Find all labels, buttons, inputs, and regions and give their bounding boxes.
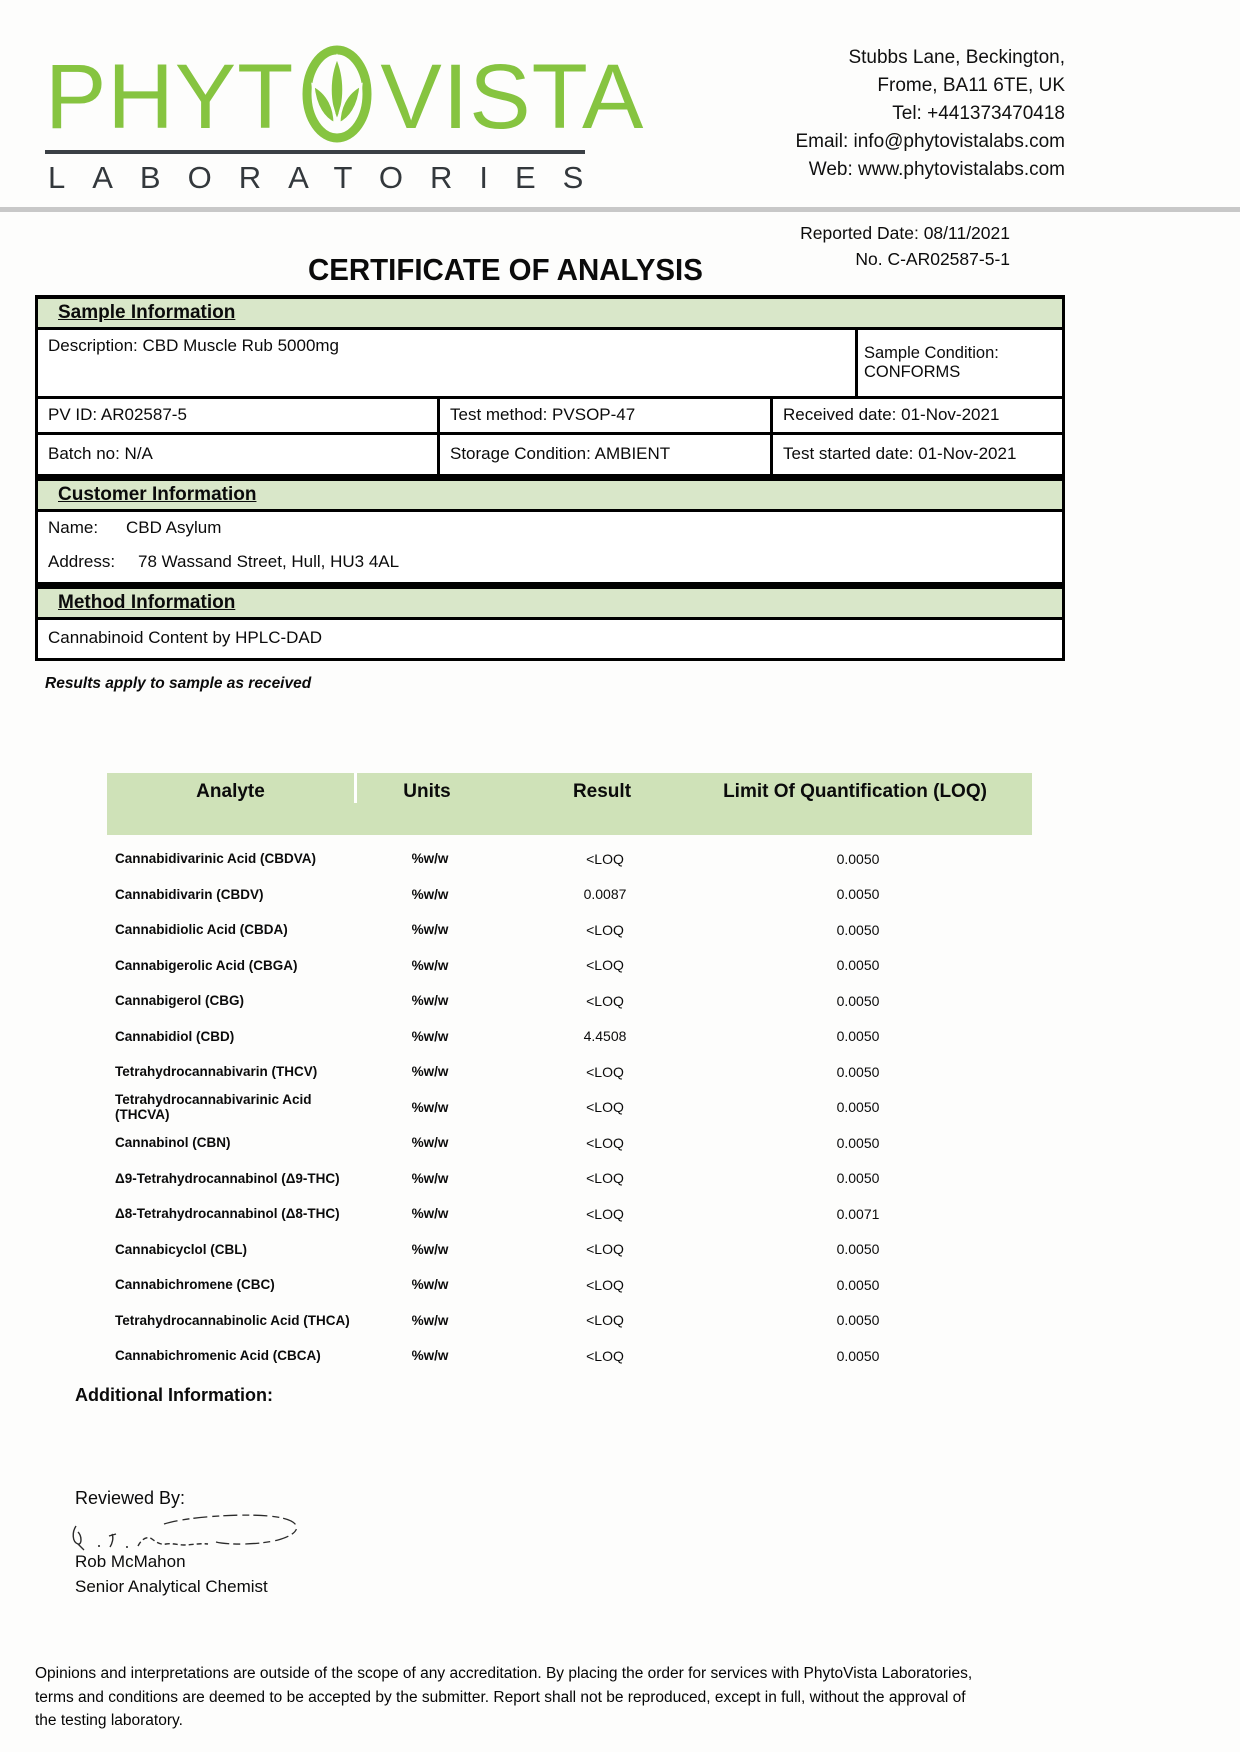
analyte-result: <LOQ: [586, 957, 624, 974]
analyte-units: %w/w: [411, 886, 449, 902]
address-line: Email: info@phytovistalabs.com: [795, 131, 1065, 152]
disclaimer-line: the testing laboratory.: [35, 1712, 183, 1729]
analyte-loq: 0.0071: [836, 1205, 880, 1222]
test-method: Test method: PVSOP-47: [440, 399, 773, 432]
table-row: [107, 1019, 1032, 1055]
reviewed-by-label: Reviewed By:: [75, 1488, 186, 1508]
leaf-icon: [300, 45, 374, 143]
analyte-units: %w/w: [411, 851, 449, 867]
analyte-loq: 0.0050: [836, 921, 880, 938]
analyte-result: <LOQ: [586, 1099, 624, 1116]
analyte-result: <LOQ: [586, 1347, 624, 1364]
phytovista-logo: [45, 38, 645, 148]
analyte-loq: 0.0050: [836, 1276, 880, 1293]
analyte-units: %w/w: [411, 1312, 449, 1328]
column-header-result: Result: [572, 781, 632, 802]
header-divider-rule: [0, 207, 1240, 212]
analyte-units: %w/w: [411, 1206, 449, 1222]
table-row: [107, 1090, 1032, 1126]
method-information-header: Method Information: [35, 585, 1065, 620]
analyte-result: 4.4508: [583, 1028, 627, 1045]
analyte-loq: 0.0050: [836, 1099, 880, 1116]
storage-condition: Storage Condition: AMBIENT: [440, 435, 773, 474]
analyte-name: Cannabidiolic Acid (CBDA): [115, 922, 288, 938]
analyte-loq: 0.0050: [836, 1312, 880, 1329]
disclaimer-line: terms and conditions are deemed to be accepted by the submitter. Report shall not be reproduced, except in full, without the approval of: [35, 1688, 966, 1706]
logo-divider: [45, 150, 585, 154]
sample-ids-row: [35, 399, 1065, 435]
analyte-result: <LOQ: [586, 1241, 624, 1258]
column-header-analyte: Analyte: [107, 773, 357, 803]
logo-subtitle: LABORATORIES: [48, 160, 611, 195]
sample-information-header: Sample Information: [35, 295, 1065, 330]
analyte-name: Cannabichromene (CBC): [115, 1277, 275, 1293]
analyte-loq: 0.0050: [836, 1170, 880, 1187]
analyte-loq: 0.0050: [836, 992, 880, 1009]
column-header-loq: Limit Of Quantification (LOQ): [723, 781, 987, 802]
analyte-units: %w/w: [411, 1135, 449, 1151]
analyte-loq: 0.0050: [836, 1241, 880, 1258]
logo-text-phyt: PHYT: [45, 46, 295, 148]
analyte-loq: 0.0050: [836, 1347, 880, 1364]
analyte-loq: 0.0050: [836, 1028, 880, 1045]
analyte-name: Tetrahydrocannabinolic Acid (THCA): [115, 1312, 350, 1328]
analyte-name: Δ8-Tetrahydrocannabinol (Δ8-THC): [115, 1206, 340, 1222]
analyte-units: %w/w: [411, 1277, 449, 1293]
address-line: Web: www.phytovistalabs.com: [808, 159, 1065, 180]
analyte-result: <LOQ: [586, 1312, 624, 1329]
table-row: [107, 841, 1032, 877]
table-row: [107, 1232, 1032, 1268]
analyte-loq: 0.0050: [836, 1063, 880, 1080]
analyte-units: %w/w: [411, 1028, 449, 1044]
analyte-result: 0.0087: [583, 886, 627, 903]
results-rows: [107, 841, 1032, 1374]
analyte-loq: 0.0050: [836, 850, 880, 867]
analyte-name: Cannabinol (CBN): [115, 1135, 231, 1151]
analyte-result: <LOQ: [586, 992, 624, 1009]
analyte-loq: 0.0050: [836, 1134, 880, 1151]
sample-batch-row: [35, 435, 1065, 477]
analyte-result: <LOQ: [586, 1276, 624, 1293]
customer-information-header: Customer Information: [35, 477, 1065, 512]
table-row: [107, 877, 1032, 913]
analyte-units: %w/w: [411, 922, 449, 938]
analyte-name: Cannabigerolic Acid (CBGA): [115, 957, 298, 973]
reported-date: Reported Date: 08/11/2021: [800, 223, 1010, 243]
logo-text-vista: VISTA: [380, 46, 645, 148]
analyte-loq: 0.0050: [836, 886, 880, 903]
analyte-name: Tetrahydrocannabivarin (THCV): [115, 1064, 318, 1080]
customer-name-value: CBD Asylum: [126, 518, 222, 537]
customer-address-line: [48, 552, 1052, 572]
analyte-units: %w/w: [411, 957, 449, 973]
analyte-name: Cannabidivarinic Acid (CBDVA): [115, 851, 317, 867]
address-line: Tel: +441373470418: [892, 103, 1065, 124]
page-title: CERTIFICATE OF ANALYSIS: [308, 252, 703, 287]
table-row: [107, 948, 1032, 984]
sample-description-row: [35, 330, 1065, 399]
analyte-name: Δ9-Tetrahydrocannabinol (Δ9-THC): [115, 1170, 340, 1186]
analyte-result: <LOQ: [586, 850, 624, 867]
additional-information-label: Additional Information:: [75, 1385, 273, 1405]
customer-address-label: Address:: [48, 552, 116, 571]
analyte-loq: 0.0050: [836, 957, 880, 974]
table-row: [107, 1196, 1032, 1232]
analyte-name: Cannabidivarin (CBDV): [115, 886, 264, 902]
test-started-date: Test started date: 01-Nov-2021: [783, 444, 1017, 463]
column-header-units: Units: [403, 781, 451, 802]
analyte-result: <LOQ: [586, 1063, 624, 1080]
sample-description: Description: CBD Muscle Rub 5000mg: [38, 330, 858, 396]
customer-name-line: [48, 518, 1052, 538]
analyte-result: <LOQ: [586, 1205, 624, 1222]
table-row: [107, 1303, 1032, 1339]
customer-address-value: 78 Wassand Street, Hull, HU3 4AL: [138, 552, 400, 571]
reviewer-role: Senior Analytical Chemist: [75, 1577, 268, 1596]
analyte-units: %w/w: [411, 1348, 449, 1364]
disclaimer-line: Opinions and interpretations are outside of the scope of any accreditation. By placing the order for services with PhytoVista Laboratories,: [35, 1665, 973, 1682]
analyte-name: Cannabigerol (CBG): [115, 993, 245, 1009]
address-line: Frome, BA11 6TE, UK: [877, 75, 1065, 96]
footer-disclaimer: [35, 1662, 1175, 1733]
customer-name-label: Name:: [48, 518, 99, 537]
analyte-name: Cannabidiol (CBD): [115, 1028, 235, 1044]
table-row: [107, 1267, 1032, 1303]
analyte-units: %w/w: [411, 993, 449, 1009]
address-line: Stubbs Lane, Beckington,: [848, 47, 1065, 68]
pv-id: PV ID: AR02587-5: [38, 399, 440, 432]
lab-address-block: [645, 44, 1065, 184]
analyte-units: %w/w: [411, 1099, 449, 1115]
report-number: No. C-AR02587-5-1: [855, 249, 1010, 269]
analyte-units: %w/w: [411, 1064, 449, 1080]
batch-no: Batch no: N/A: [38, 435, 440, 474]
analyte-result: <LOQ: [586, 1134, 624, 1151]
analyte-result: <LOQ: [586, 921, 624, 938]
signature-image: [68, 1512, 318, 1557]
table-row: [107, 1054, 1032, 1090]
analyte-name: Tetrahydrocannabivarinic Acid (THCVA): [115, 1092, 312, 1123]
analyte-result: <LOQ: [586, 1170, 624, 1187]
table-row: [107, 1125, 1032, 1161]
sample-condition: Sample Condition: CONFORMS: [864, 344, 999, 381]
information-sections: [35, 295, 1065, 661]
analyte-units: %w/w: [411, 1241, 449, 1257]
method-information-box: Cannabinoid Content by HPLC-DAD: [35, 620, 1065, 661]
analyte-name: Cannabichromenic Acid (CBCA): [115, 1348, 321, 1364]
results-note: Results apply to sample as received: [45, 675, 312, 692]
table-row: [107, 983, 1032, 1019]
reviewer-name: Rob McMahon: [75, 1552, 186, 1571]
table-row: [107, 1338, 1032, 1374]
analyte-units: %w/w: [411, 1170, 449, 1186]
results-table: [107, 773, 1032, 1374]
table-row: [107, 912, 1032, 948]
analyte-name: Cannabicyclol (CBL): [115, 1241, 248, 1257]
customer-information-box: [35, 512, 1065, 585]
results-table-header: [107, 773, 1032, 835]
table-row: [107, 1161, 1032, 1197]
received-date: Received date: 01-Nov-2021: [783, 405, 1000, 424]
